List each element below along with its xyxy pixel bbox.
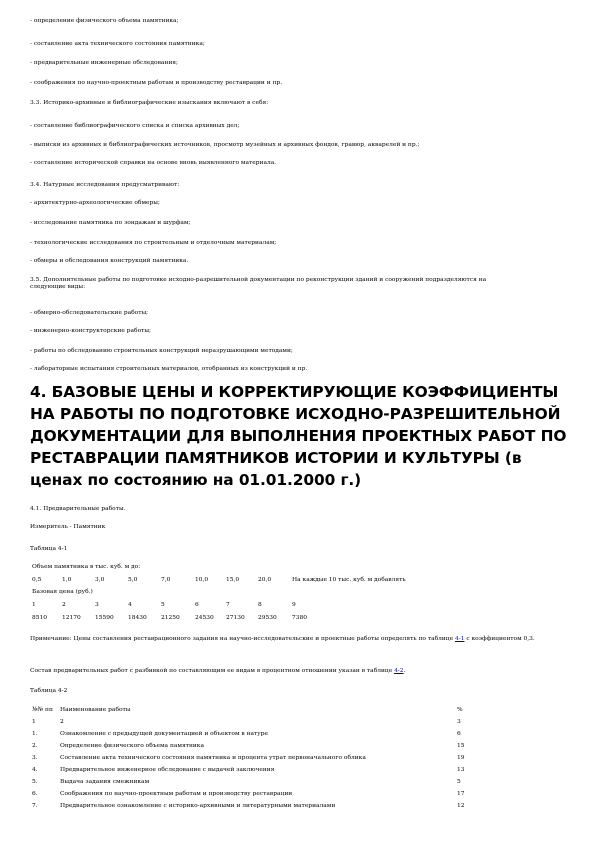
- table-cell: 2: [62, 602, 66, 608]
- table-cell: 21250: [161, 615, 180, 621]
- table-cell: Предварительное инженерное обследование с выдачей заключения: [60, 767, 275, 773]
- table-cell: 3: [457, 719, 461, 725]
- section-3-5: 3.5. Дополнительные работы по подготовке исходно-разрешительной документации по реконструкции зданий и сооружений подразделяются на следующие виды:: [30, 277, 487, 290]
- section-3-3: 3.3. Историко-архивные и библиографические изыскания включают в себя:: [30, 100, 269, 106]
- table-cell: 2.: [32, 743, 38, 749]
- table-4-1-link[interactable]: 4-1: [454, 636, 465, 642]
- list-item: - составление библиографического списка и списка архивных дел;: [30, 123, 240, 129]
- composition-text: Состав предварительных работ с разбивкой по составляющим ее видам в процентном отношении указан в таблице: [30, 668, 395, 674]
- table-cell: 1,0: [62, 577, 72, 583]
- table-cell: 5: [161, 602, 165, 608]
- table-cell: 12170: [62, 615, 81, 621]
- table-cell: 6.: [32, 791, 38, 797]
- table-cell: 15: [457, 743, 465, 749]
- table-4-1-caption: Таблица 4-1: [30, 546, 68, 552]
- price-label: Базовая цена (руб.): [32, 589, 93, 595]
- table-cell: 27130: [226, 615, 245, 621]
- table-cell: 1.: [32, 731, 38, 737]
- table-cell: Соображения по научно-проектным работам и производству реставрации: [60, 791, 293, 797]
- table-cell: Составление акта технического состояния памятника и процента утрат первоначального облика: [60, 755, 366, 761]
- table-cell: Ознакомление с предыдущей документацией и объектом в натуре: [60, 731, 269, 737]
- extra-note: На каждые 10 тыс. куб. м добавлять: [292, 577, 406, 583]
- table-cell: 15,0: [226, 577, 240, 583]
- table-cell: 5.: [32, 779, 38, 785]
- volume-label: Объем памятника в тыс. куб. м до:: [32, 564, 141, 570]
- note-text: Примечание: Цены составления реставрационного задания на научно-исследовательские и проектные работы определять по таблице: [30, 636, 455, 642]
- list-item: - составление исторической справки на основе вновь выявленного материала.: [30, 160, 277, 166]
- table-cell: 4.: [32, 767, 38, 773]
- table-cell: 7: [226, 602, 230, 608]
- list-item: - обмеры и обследования конструкций памятника.: [30, 258, 189, 264]
- table-cell: 1: [32, 719, 36, 725]
- table-cell: 20,0: [258, 577, 272, 583]
- table-cell: 0,5: [32, 577, 42, 583]
- table-cell: 29530: [258, 615, 277, 621]
- list-item: - технологические исследования по строительным и отделочным материалам;: [30, 240, 277, 246]
- table-cell: 5,0: [128, 577, 138, 583]
- table-cell: 1: [32, 602, 36, 608]
- composition-text-end: .: [403, 668, 406, 674]
- table-cell: 8510: [32, 615, 47, 621]
- table-cell: 24530: [195, 615, 214, 621]
- table-cell: 7380: [292, 615, 307, 621]
- list-item: - определение физического объема памятника;: [30, 18, 179, 24]
- table-cell: 18430: [128, 615, 147, 621]
- table-4-2-link[interactable]: 4-2: [394, 668, 404, 674]
- table-cell: 3.: [32, 755, 38, 761]
- table-cell: 10,0: [195, 577, 209, 583]
- table-cell: Определение физического объема памятника: [60, 743, 204, 749]
- table-cell: 2: [60, 719, 64, 725]
- list-item: - выписки из архивных и библиографических источников, просмотр музейных и архивных фондов, гравюр, акварелей и пр.;: [30, 142, 420, 148]
- table-cell: 15590: [95, 615, 114, 621]
- table-cell: 7,0: [161, 577, 171, 583]
- list-item: - составление акта технического состояния памятника;: [30, 41, 205, 47]
- table-cell: 3,0: [95, 577, 105, 583]
- table-4-1: [30, 564, 570, 624]
- section-3-4: 3.4. Натурные исследования предусматривают:: [30, 182, 180, 188]
- list-item: - предварительные инженерные обследования;: [30, 60, 178, 66]
- composition-paragraph: [30, 668, 405, 675]
- section-4-1: 4.1. Предварительные работы.: [30, 506, 126, 512]
- list-item: - архитектурно-археологические обмеры;: [30, 200, 160, 206]
- measure-unit: Измеритель - Памятник: [30, 524, 106, 530]
- list-item: - обмерно-обследовательские работы;: [30, 310, 149, 316]
- list-item: - соображения по научно-проектным работам и производству реставрации и пр.: [30, 80, 283, 86]
- table-cell: 3: [95, 602, 99, 608]
- table-cell: Предварительное ознакомление с историко-архивными и литературными материалами: [60, 803, 336, 809]
- table-4-2: [30, 707, 570, 827]
- list-item: - работы по обследованию строительных конструкций неразрушающими методами;: [30, 348, 293, 354]
- table-cell: Выдача задания смежникам: [60, 779, 150, 785]
- list-item: - инженерно-конструкторские работы;: [30, 328, 152, 334]
- table-cell: 17: [457, 791, 465, 797]
- list-item: - исследование памятника по зондажам и шурфам;: [30, 220, 191, 226]
- list-item: - лабораторные испытания строительных материалов, отобранных из конструкций и пр.: [30, 366, 308, 372]
- note-paragraph: [30, 636, 570, 643]
- table-cell: 13: [457, 767, 465, 773]
- table-cell: 8: [258, 602, 262, 608]
- column-header: Наименование работы: [60, 707, 131, 713]
- table-cell: 12: [457, 803, 465, 809]
- section-heading: 4. БАЗОВЫЕ ЦЕНЫ И КОРРЕКТИРУЮЩИЕ КОЭФФИЦИЕНТЫ НА РАБОТЫ ПО ПОДГОТОВКЕ ИСХОДНО-РАЗРЕШИТЕЛЬНОЙ ДОКУМЕНТАЦИИ ДЛЯ ВЫПОЛНЕНИЯ ПРОЕКТНЫХ РАБОТ ПО РЕСТАВРАЦИИ ПАМЯТНИКОВ ИСТОРИИ И КУЛЬТУРЫ (в ценах по состоянию на 01.01.2000 г.): [30, 383, 567, 489]
- table-cell: 7.: [32, 803, 38, 809]
- column-header: %: [457, 707, 463, 713]
- table-4-2-caption: Таблица 4-2: [30, 688, 68, 694]
- table-cell: 6: [457, 731, 461, 737]
- table-cell: 19: [457, 755, 465, 761]
- table-cell: 5: [457, 779, 461, 785]
- column-header: №№ пп: [32, 707, 53, 713]
- table-cell: 4: [128, 602, 132, 608]
- note-text-end: с коэффициентом 0,3.: [464, 636, 535, 642]
- table-cell: 6: [195, 602, 199, 608]
- table-cell: 9: [292, 602, 296, 608]
